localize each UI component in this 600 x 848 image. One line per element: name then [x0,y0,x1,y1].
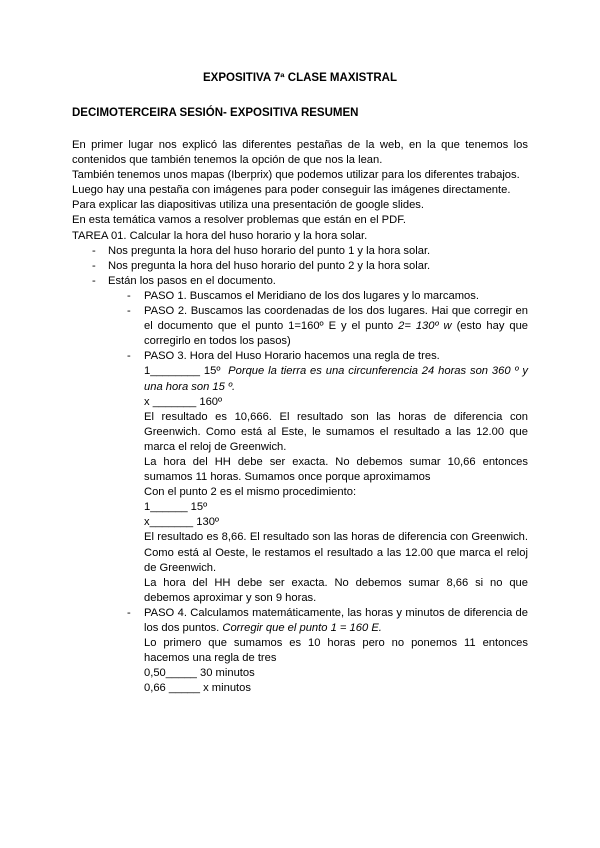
step-details [72,636,528,696]
step-item [72,606,528,636]
paragraph: En primer lugar nos explicó las diferentes pestañas de la web, en la que tenemos los contenidos que también tenemos la opción de que nos la lean. [72,139,528,167]
step-note: (esto hay que corregirlo en todos los pasos) [144,320,529,348]
paragraph: En esta temática vamos a resolver problemas que están en el PDF. [72,214,406,227]
step-text [144,606,528,636]
rule-explanation: Porque la tierra es una circunferencia 24 horas son 360 º y una hora son 15 º. [144,365,528,393]
step-text: PASO 3. Hora del Huso Horario hacemos una regla de tres. [144,350,440,363]
dash-bullet: - [127,350,131,363]
rule-line: x _______ 160º [144,395,223,408]
rule-line: 0,50_____ 30 minutos [144,667,255,680]
paragraph: TAREA 01. Calcular la hora del huso horario y la hora solar. [72,229,368,242]
rule-line: 0,66 _____ x minutos [144,682,251,695]
result-text: Lo primero que sumamos es 10 horas pero no ponemos 11 entonces hacemos una regla de tres [144,637,528,665]
task-item [72,244,528,259]
dash-bullet: - [127,606,131,619]
dash-bullet: - [127,289,131,302]
paragraph: También tenemos unos mapas (Iberprix) que podemos utilizar para los diferentes trabajos. [72,169,520,182]
result-text: La hora del HH debe ser exacta. No debemos sumar 10,66 entonces sumamos 11 horas. Sumamos once porque aproximamos [144,455,528,484]
result-text: Con el punto 2 es el mismo procedimiento: [144,486,357,499]
step-text: PASO 1. Buscamos el Meridiano de los dos lugares y lo marcamos. [144,289,479,302]
document-body [72,138,528,696]
result-text: La hora del HH debe ser exacta. No debemos sumar 8,66 si no que debemos aproximar y son 9 horas. [144,576,528,604]
dash-bullet: - [127,305,131,318]
result-text: El resultado es 8,66. El resultado son las horas de diferencia con Greenwich. Como está al Oeste, le restamos el resultado a las 12.00 que marca el reloj de Greenwich. [144,531,528,574]
section-subtitle: DECIMOTERCEIRA SESIÓN- EXPOSITIVA RESUMEN [72,107,359,119]
paragraph: Luego hay una pestaña con imágenes para poder conseguir las imágenes directamente. [72,184,511,197]
rule-line: 1______ 15º [144,501,208,514]
page-title: EXPOSITIVA 7ª CLASE MAXISTRAL [202,72,398,84]
step-correction: Corregir que el punto 1 = 160 E. [222,622,382,634]
step-item [72,349,528,364]
rule-line: 1________ 15º Porque la tierra es una circunferencia 24 horas son 360 º y una hora son 15 º. [144,365,528,393]
dash-bullet: - [92,259,96,272]
step-details [72,364,528,606]
dash-bullet: - [92,274,96,287]
task-text: Nos pregunta la hora del huso horario del punto 1 y la hora solar. [108,244,431,257]
dash-bullet: - [92,244,96,257]
rule-line: x_______ 130º [144,516,220,529]
step-correction: 2= 130º w [398,320,452,333]
step-body: PASO 4. Calculamos matemáticamente, las horas y minutos de diferencia de los dos puntos. [144,606,528,634]
step-item [72,304,528,349]
result-text: El resultado es 10,666. El resultado son las horas de diferencia con Greenwich. Como está al Este, le sumamos el resultado a las 12.00 que marca el reloj de Greenwich. [144,410,528,453]
task-text: Nos pregunta la hora del huso horario del punto 2 y la hora solar. [108,259,431,272]
step-item [72,289,528,304]
task-item [72,259,528,274]
step-text [144,304,528,349]
task-item [72,274,528,289]
paragraph: Para explicar las diapositivas utiliza una presentación de google slides. [72,199,424,212]
task-text: Están los pasos en el documento. [108,274,276,287]
step-body: PASO 2. Buscamos las coordenadas de los dos lugares. Hai que corregir en el documento que el punto 1=160º E y el punto [144,305,528,333]
